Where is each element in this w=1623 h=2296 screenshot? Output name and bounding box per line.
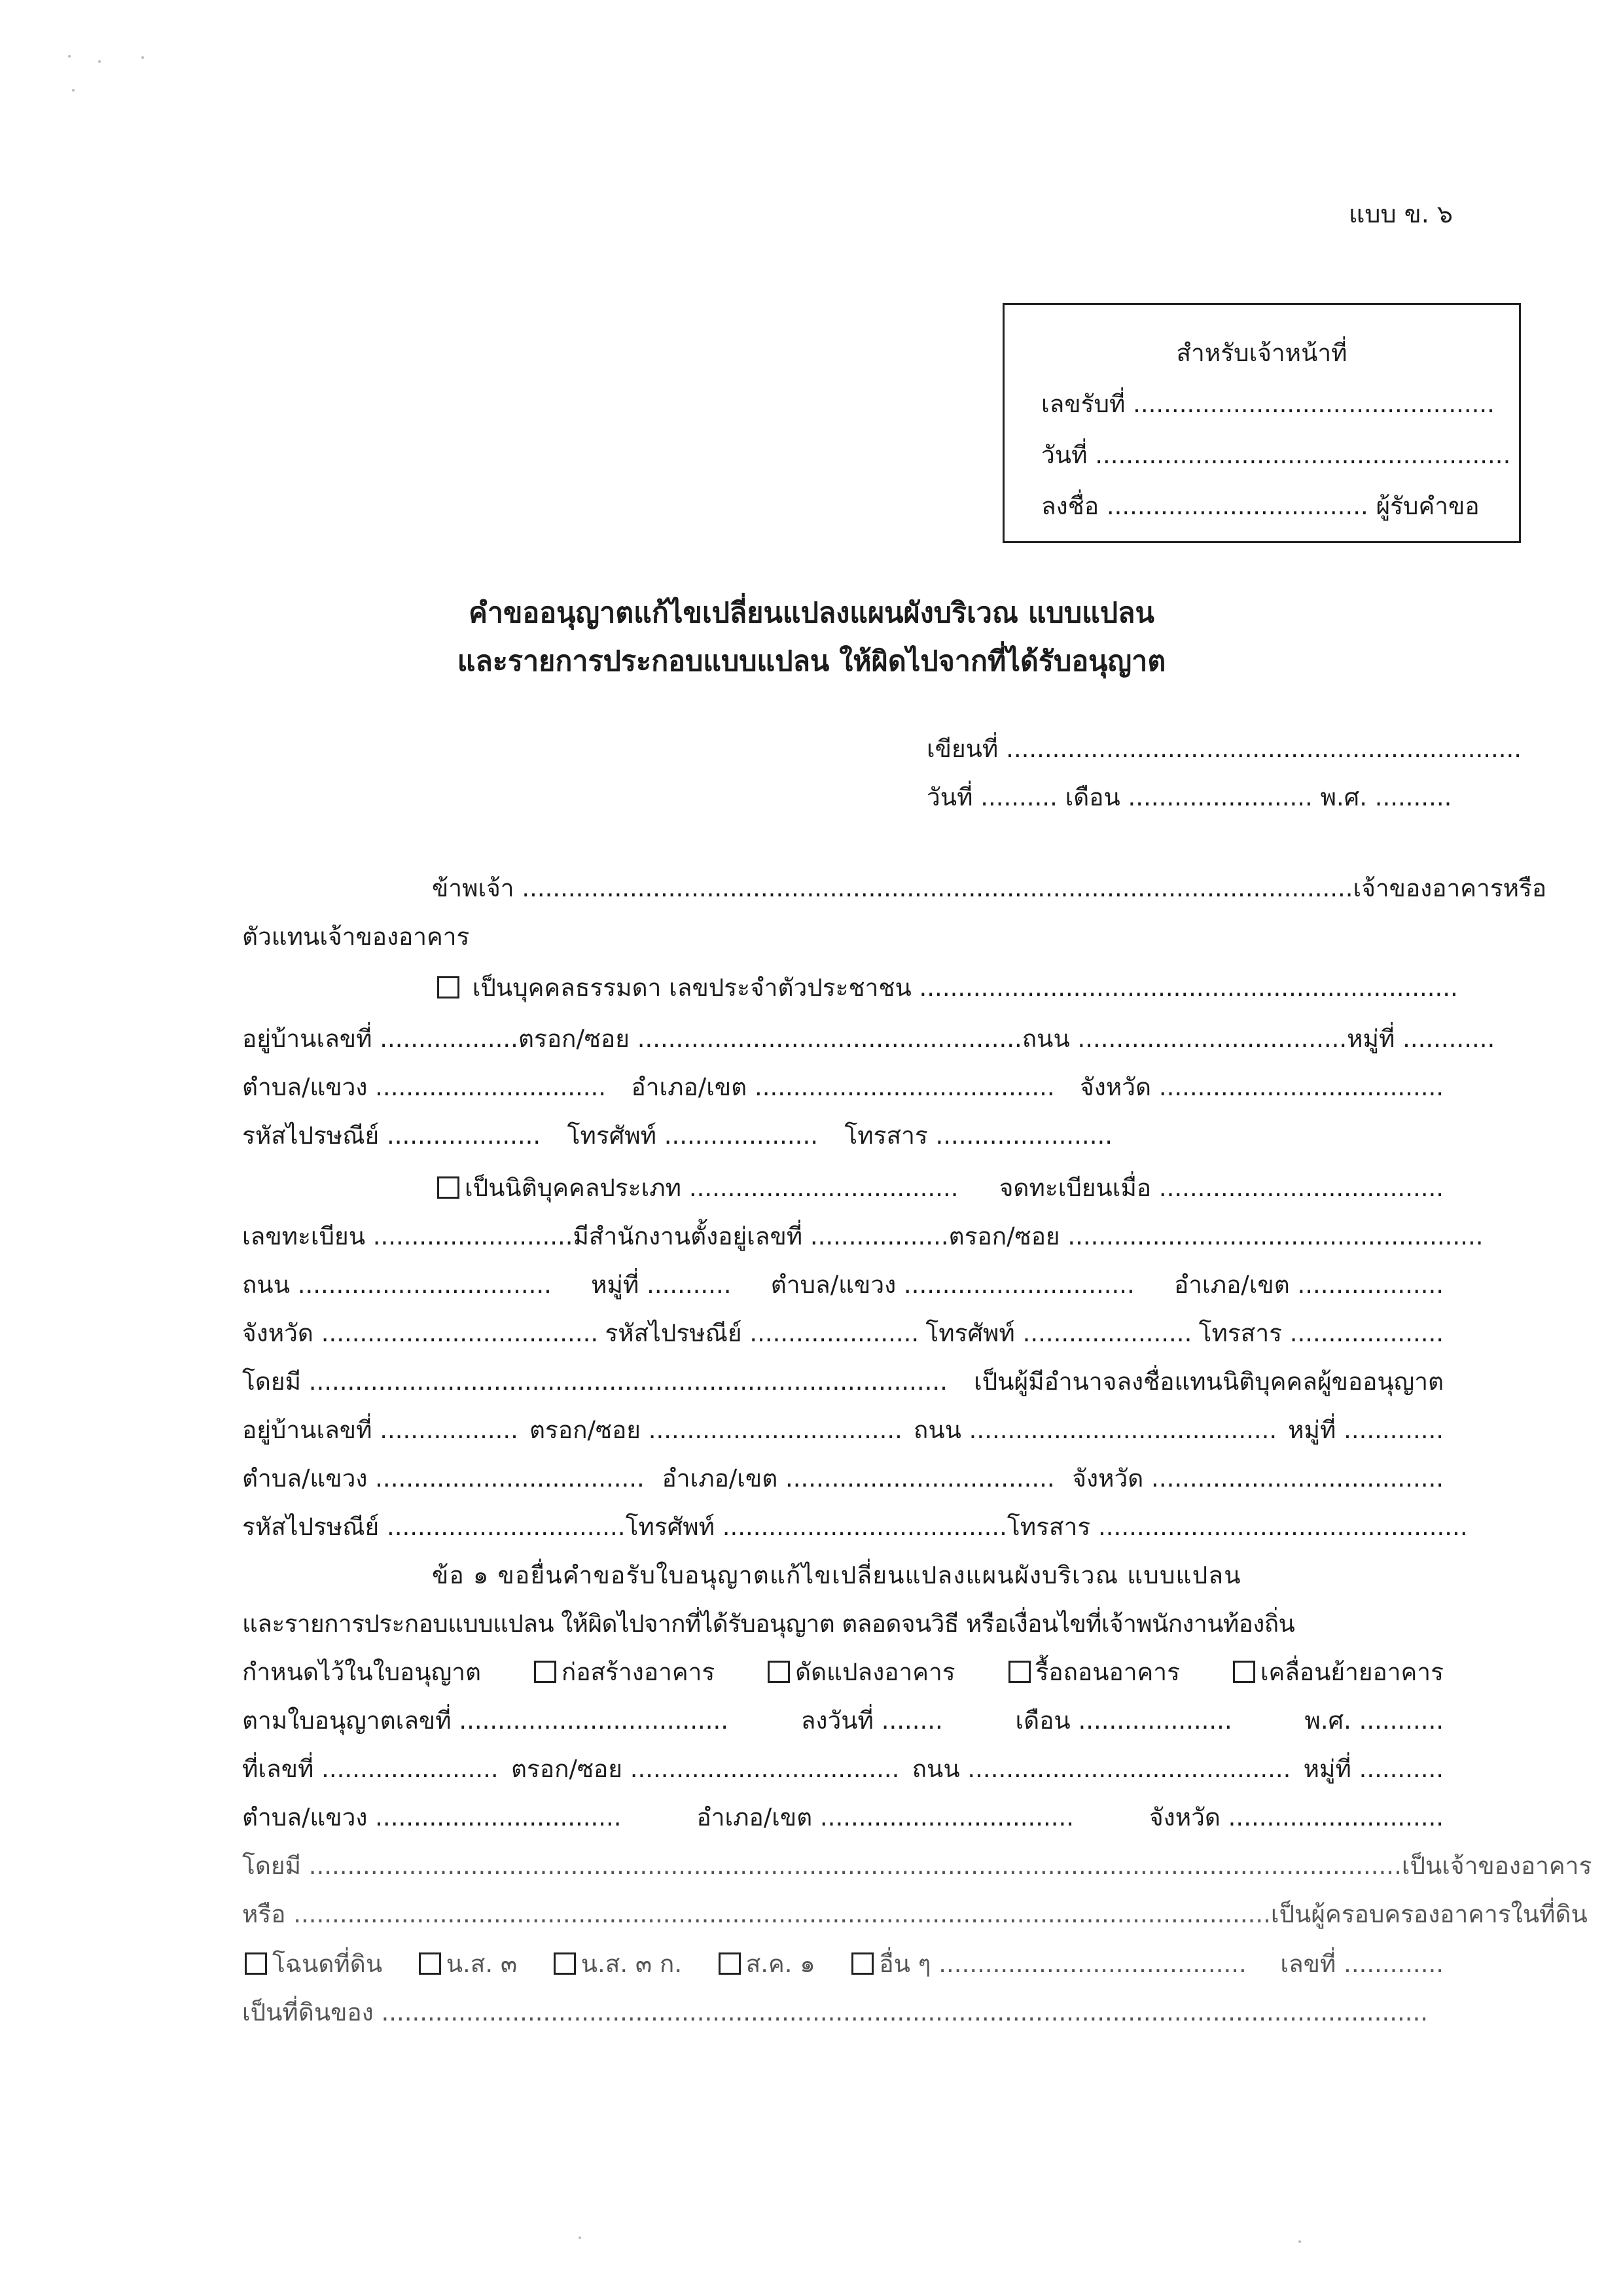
permit-number-line <box>242 1706 1444 1735</box>
road-field[interactable]: ถนน ................................... <box>1022 1025 1347 1053</box>
moo-field[interactable]: หมู่ที่ ............ <box>1347 1025 1495 1053</box>
ns3-checkbox[interactable] <box>419 1952 441 1975</box>
clause-1-heading: ข้อ ๑ ขอยื่นคำขอรับใบอนุญาตแก้ไขเปลี่ยนแปลงแผนผังบริเวณ แบบแปลน <box>432 1561 1241 1589</box>
date-line-field[interactable]: วันที่ .......... เดือน ........................ พ.ศ. .......... <box>927 783 1452 811</box>
signer-address-line-2 <box>242 1464 1444 1493</box>
office-alley-field[interactable]: ตรอก/ซอย ...................................................... <box>948 1222 1484 1250</box>
applicant-name-line <box>432 874 1547 903</box>
juristic-person-line <box>435 1174 1444 1203</box>
permit-year-field[interactable]: พ.ศ. ........... <box>1304 1706 1444 1735</box>
modify-checkbox[interactable] <box>768 1661 790 1683</box>
officer-date-field[interactable]: วันที่ ...................................................... <box>1041 441 1511 469</box>
signer-contact-line <box>242 1513 1468 1542</box>
demolish-label: รื้อถอนอาคาร <box>1035 1658 1180 1686</box>
juristic-address-line-1 <box>242 1271 1444 1299</box>
site-address-line-2 <box>242 1803 1444 1832</box>
site-alley-field[interactable]: ตรอก/ซอย ................................... <box>510 1755 900 1783</box>
address-line-2 <box>242 1073 1444 1102</box>
building-owner-line <box>242 1852 1592 1881</box>
authorized-signer-label: เป็นผู้มีอำนาจลงชื่อแทนนิติบุคคลผู้ขออนุญาต <box>974 1368 1444 1396</box>
form-code: แบบ ข. ๖ <box>1348 200 1453 228</box>
permit-type-label: กำหนดไว้ในใบอนุญาต <box>242 1658 482 1686</box>
officer-signature-field[interactable]: ลงชื่อ .................................. ผู้รับคำขอ <box>1041 492 1480 520</box>
authorized-signer-field[interactable]: โดยมี ................................................................................... <box>242 1368 948 1396</box>
land-doc-number-field[interactable]: เลขที่ ............. <box>1280 1950 1444 1978</box>
house-number-field[interactable]: อยู่บ้านเลขที่ .................. <box>242 1025 518 1053</box>
permit-number-field[interactable]: ตามใบอนุญาตเลขที่ ................................... <box>242 1706 728 1735</box>
clause-1-line-2 <box>242 1610 1444 1638</box>
land-owner-line <box>242 1998 1444 2027</box>
postcode-field[interactable]: รหัสไปรษณีย์ .................... <box>242 1122 541 1150</box>
ns3k-label: น.ส. ๓ ก. <box>580 1950 683 1978</box>
sk1-checkbox[interactable] <box>719 1952 741 1975</box>
registration-number-field[interactable]: เลขทะเบียน .......................... <box>242 1222 573 1250</box>
ns3k-checkbox[interactable] <box>554 1952 576 1975</box>
contact-line-1 <box>242 1122 1113 1150</box>
written-at-field[interactable]: เขียนที่ ................................................................... <box>927 735 1522 763</box>
owner-representative-line <box>242 923 1444 951</box>
construct-label: ก่อสร้างอาคาร <box>561 1658 715 1686</box>
alley-field[interactable]: ตรอก/ซอย .................................................. <box>518 1025 1022 1053</box>
clause-1-line-1 <box>432 1561 1444 1590</box>
natural-person-line <box>435 974 1458 1002</box>
natural-person-id-field[interactable]: เป็นบุคคลธรรมดา เลขประจำตัวประชาชน ...................................................................... <box>472 974 1458 1002</box>
title-deed-checkbox[interactable] <box>245 1952 267 1975</box>
form-title-line1: คำขออนุญาตแก้ไขเปลี่ยนแปลงแผนผังบริเวณ แบบแปลน <box>469 597 1154 629</box>
owner-representative-label: ตัวแทนเจ้าของอาคาร <box>242 923 470 951</box>
signer-district-field[interactable]: อำเภอ/เขต ................................... <box>662 1464 1055 1492</box>
district-field[interactable]: อำเภอ/เขต ....................................... <box>631 1073 1055 1101</box>
owner-or-label: เจ้าของอาคารหรือ <box>1353 874 1547 902</box>
signer-fax-field[interactable]: โทรสาร ................................................ <box>1007 1513 1468 1541</box>
permit-type-line <box>242 1658 1444 1687</box>
office-province-field[interactable]: จังหวัด .................................... <box>242 1319 599 1347</box>
title-deed-label: โฉนดที่ดิน <box>272 1950 383 1978</box>
other-land-doc-field[interactable]: อื่น ๆ ........................................ <box>879 1950 1247 1978</box>
signer-address-line-1 <box>242 1416 1444 1445</box>
signer-alley-field[interactable]: ตรอก/ซอย ................................. <box>529 1416 902 1444</box>
province-field[interactable]: จังหวัด ..................................... <box>1080 1073 1444 1101</box>
site-address-line-1 <box>242 1755 1444 1784</box>
office-postcode-field[interactable]: รหัสไปรษณีย์ ...................... <box>605 1319 919 1347</box>
permit-day-field[interactable]: ลงวันที่ ........ <box>800 1706 943 1735</box>
modify-label: ดัดแปลงอาคาร <box>795 1658 955 1686</box>
scan-speck <box>141 56 144 59</box>
office-subdistrict-field[interactable]: ตำบล/แขวง .............................. <box>770 1271 1135 1299</box>
scan-speck <box>1298 2240 1301 2243</box>
other-land-doc-checkbox[interactable] <box>851 1952 874 1975</box>
officer-box <box>1003 303 1521 543</box>
signer-province-field[interactable]: จังหวัด ...................................... <box>1072 1464 1444 1492</box>
land-document-line <box>242 1950 1444 1979</box>
scan-speck <box>72 89 75 92</box>
juristic-type-field[interactable]: เป็นนิติบุคคลประเภท ................................... <box>465 1174 959 1202</box>
signer-road-field[interactable]: ถนน ........................................ <box>913 1416 1277 1444</box>
office-district-field[interactable]: อำเภอ/เขต ................... <box>1174 1271 1444 1299</box>
office-fax-field[interactable]: โทรสาร .................... <box>1198 1319 1444 1347</box>
building-occupant-label: เป็นผู้ครอบครองอาคารในที่ดิน <box>1270 1900 1588 1928</box>
fax-field[interactable]: โทรสาร ....................... <box>844 1122 1113 1150</box>
signer-house-number-field[interactable]: อยู่บ้านเลขที่ .................. <box>242 1416 518 1444</box>
construct-checkbox[interactable] <box>534 1661 556 1683</box>
office-phone-field[interactable]: โทรศัพท์ ...................... <box>925 1319 1192 1347</box>
signer-phone-field[interactable]: โทรศัพท์ ..................................... <box>625 1513 1007 1541</box>
site-district-field[interactable]: อำเภอ/เขต ................................. <box>696 1803 1075 1831</box>
form-title-line2: และรายการประกอบแบบแปลน ให้ผิดไปจากที่ได้รับอนุญาต <box>457 645 1166 678</box>
permit-month-field[interactable]: เดือน .................... <box>1015 1706 1232 1735</box>
scan-speck <box>579 2236 581 2239</box>
building-occupant-field[interactable]: หรือ ............................................................................................................................... <box>242 1900 1271 1928</box>
site-subdistrict-field[interactable]: ตำบล/แขวง ................................ <box>242 1803 622 1831</box>
juristic-registration-line <box>242 1222 1484 1251</box>
juristic-person-checkbox[interactable] <box>437 1176 459 1199</box>
ns3-label: น.ส. ๓ <box>446 1950 518 1978</box>
signer-subdistrict-field[interactable]: ตำบล/แขวง ................................... <box>242 1464 645 1492</box>
officer-box-heading: สำหรับเจ้าหน้าที่ <box>1176 339 1347 367</box>
site-moo-field[interactable]: หมู่ที่ ........... <box>1303 1755 1444 1783</box>
sk1-label: ส.ค. ๑ <box>745 1950 815 1978</box>
site-province-field[interactable]: จังหวัด ............................ <box>1149 1803 1444 1831</box>
building-owner-label: เป็นเจ้าของอาคาร <box>1401 1852 1592 1880</box>
office-road-field[interactable]: ถนน ................................. <box>242 1271 552 1299</box>
signer-postcode-field[interactable]: รหัสไปรษณีย์ ............................... <box>242 1513 626 1541</box>
address-line-1 <box>242 1025 1495 1053</box>
relocate-checkbox[interactable] <box>1233 1661 1255 1683</box>
scan-speck <box>98 60 101 63</box>
phone-field[interactable]: โทรศัพท์ .................... <box>567 1122 818 1150</box>
signer-moo-field[interactable]: หมู่ที่ ............. <box>1288 1416 1444 1444</box>
clause-1-text: และรายการประกอบแบบแปลน ให้ผิดไปจากที่ได้รับอนุญาต ตลอดจนวิธี หรือเงื่อนไขที่เจ้าพนักงานท้องถิ่น <box>242 1610 1295 1638</box>
site-road-field[interactable]: ถนน .......................................... <box>912 1755 1291 1783</box>
subdistrict-field[interactable]: ตำบล/แขวง .............................. <box>242 1073 607 1101</box>
building-owner-field[interactable]: โดยมี .............................................................................................................................................. <box>242 1852 1402 1880</box>
building-occupant-line <box>242 1900 1588 1929</box>
receipt-number-field[interactable]: เลขรับที่ ............................................... <box>1041 390 1495 418</box>
office-number-field[interactable]: มีสำนักงานตั้งอยู่เลขที่ .................. <box>573 1222 949 1250</box>
land-owner-field[interactable]: เป็นที่ดินของ ........................................................................................................................................ <box>242 1998 1429 2026</box>
site-number-field[interactable]: ที่เลขที่ ....................... <box>242 1755 499 1783</box>
demolish-checkbox[interactable] <box>1008 1661 1031 1683</box>
scan-speck <box>68 55 71 58</box>
applicant-name-field[interactable]: ข้าพเจ้า ............................................................................................................ <box>432 874 1353 902</box>
authorized-signer-line <box>242 1368 1444 1396</box>
registered-date-field[interactable]: จดทะเบียนเมื่อ ..................................... <box>999 1174 1444 1202</box>
natural-person-checkbox[interactable] <box>437 976 459 998</box>
relocate-label: เคลื่อนย้ายอาคาร <box>1260 1658 1444 1686</box>
juristic-address-line-2 <box>242 1319 1444 1348</box>
office-moo-field[interactable]: หมู่ที่ ........... <box>591 1271 732 1299</box>
